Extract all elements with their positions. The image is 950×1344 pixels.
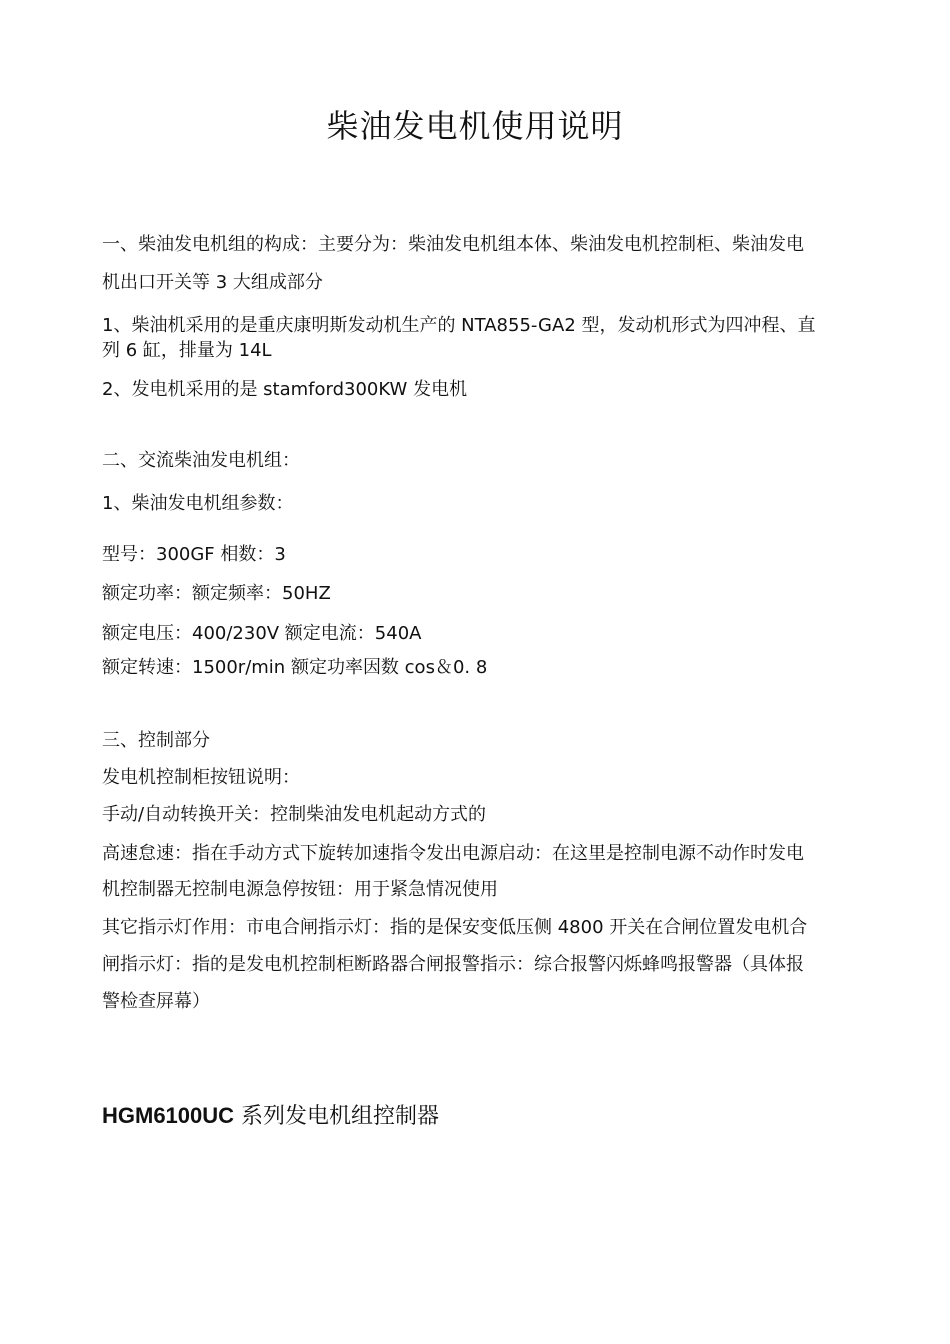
section1-item1-line2: 列 6 缸，排量为 14L <box>102 340 272 361</box>
document-title: 柴油发电机使用说明 <box>326 107 624 145</box>
controller-model-name: HGM6100UC <box>102 1103 235 1128</box>
section3-line3: 高速怠速：指在手动方式下旋转加速指令发出电源启动：在这里是控制电源不动作时发电 <box>102 843 804 864</box>
section3-line6: 闸指示灯：指的是发电机控制柜断路器合闸报警指示：综合报警闪烁蜂鸣报警器（具体报 <box>102 954 804 975</box>
section2-heading: 二、交流柴油发电机组： <box>102 450 300 471</box>
section2-param3: 额定电压：400/230V 额定电流：540A <box>102 623 422 644</box>
section3-line7: 警检查屏幕） <box>102 991 210 1012</box>
section2-param1: 型号：300GF 相数：3 <box>102 544 286 565</box>
section3-heading: 三、控制部分 <box>102 730 210 751</box>
section1-intro-line1: 一、柴油发电机组的构成：主要分为：柴油发电机组本体、柴油发电机控制柜、柴油发电 <box>102 234 804 255</box>
section2-sub1: 1、柴油发电机组参数： <box>102 493 294 514</box>
section1-intro-line2: 机出口开关等 3 大组成部分 <box>102 272 323 293</box>
section1-item2: 2、发电机采用的是 stamford300KW 发电机 <box>102 379 468 400</box>
section3-line2: 手动/自动转换开关：控制柴油发电机起动方式的 <box>102 804 487 825</box>
section2-param4: 额定转速：1500r/min 额定功率因数 cos＆0. 8 <box>102 657 488 678</box>
section3-line4: 机控制器无控制电源急停按钮：用于紧急情况使用 <box>102 879 498 900</box>
controller-heading-rest: 系列发电机组控制器 <box>234 1104 440 1129</box>
section1-item1-line1: 1、柴油机采用的是重庆康明斯发动机生产的 NTA855-GA2 型，发动机形式为四冲程、直 <box>102 315 816 336</box>
section2-param2: 额定功率：额定频率：50HZ <box>102 583 331 604</box>
section3-line1: 发电机控制柜按钮说明： <box>102 767 300 788</box>
controller-series-heading <box>102 1100 439 1133</box>
section3-line5: 其它指示灯作用：市电合闸指示灯：指的是保安变低压侧 4800 开关在合闸位置发电机合 <box>102 917 808 938</box>
